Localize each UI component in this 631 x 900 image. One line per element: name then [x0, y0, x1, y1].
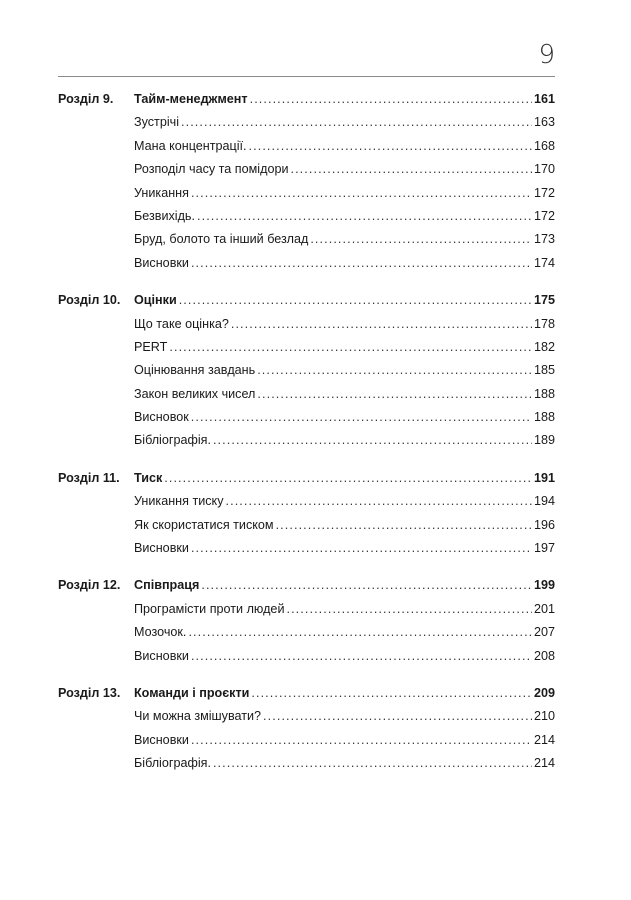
dot-leader	[213, 429, 532, 452]
section-row[interactable]	[58, 429, 555, 452]
section-page: 185	[533, 363, 555, 378]
section-title: Бібліографія.	[134, 433, 211, 448]
section-page: 196	[533, 517, 555, 532]
dot-leader	[191, 406, 532, 429]
dot-leader	[231, 313, 532, 336]
section-title: Оцінювання завдань	[134, 363, 256, 378]
section-page: 172	[533, 208, 555, 223]
dot-leader	[201, 574, 532, 597]
section-page: 188	[533, 386, 555, 401]
section-row[interactable]	[58, 752, 555, 775]
chapter-title: Оцінки	[134, 293, 177, 308]
section-title: Висновок	[134, 410, 189, 425]
section-page: 208	[533, 648, 555, 663]
chapter-page: 209	[533, 685, 555, 700]
chapter-11	[58, 467, 555, 561]
section-page: 214	[533, 732, 555, 747]
header-rule	[58, 76, 555, 77]
section-title: Закон великих чисел	[134, 386, 256, 401]
dot-leader	[251, 682, 532, 705]
section-title: Зустрічі	[134, 115, 179, 130]
section-row[interactable]	[58, 158, 555, 181]
dot-leader	[191, 252, 532, 275]
section-page: 170	[533, 162, 555, 177]
table-of-contents	[58, 88, 555, 790]
section-title: Безвихідь.	[134, 208, 195, 223]
section-page: 201	[533, 601, 555, 616]
section-page: 197	[533, 541, 555, 556]
chapter-page: 161	[533, 92, 555, 106]
section-title: Мозочок.	[134, 625, 187, 640]
section-title: Бруд, болото та інший безлад	[134, 232, 309, 247]
dot-leader	[191, 645, 532, 668]
chapter-title: Тайм-менеджмент	[134, 92, 248, 106]
section-row[interactable]	[58, 406, 555, 429]
dot-leader	[286, 598, 532, 621]
section-title: Висновки	[134, 541, 189, 556]
section-title: Висновки	[134, 732, 189, 747]
chapter-title: Тиск	[134, 470, 163, 485]
dot-leader	[164, 467, 532, 490]
dot-leader	[169, 336, 532, 359]
section-page: 178	[533, 316, 555, 331]
dot-leader	[191, 182, 532, 205]
chapter-label: Розділ 13.	[58, 685, 121, 700]
chapter-heading-row[interactable]	[58, 467, 555, 490]
section-row[interactable]	[58, 705, 555, 728]
dot-leader	[188, 621, 532, 644]
page-number: 9	[538, 40, 555, 70]
section-row[interactable]	[58, 336, 555, 359]
chapter-heading-row[interactable]	[58, 289, 555, 312]
section-page: 174	[533, 255, 555, 270]
section-title: Висновки	[134, 255, 189, 270]
chapter-heading-row[interactable]	[58, 682, 555, 705]
section-page: 188	[533, 410, 555, 425]
dot-leader	[191, 729, 532, 752]
chapter-heading-row[interactable]	[58, 574, 555, 597]
section-page: 173	[533, 232, 555, 247]
dot-leader	[181, 111, 532, 134]
section-title: Чи можна змішувати?	[134, 709, 262, 724]
chapter-title: Співпраця	[134, 578, 200, 593]
section-title: Висновки	[134, 648, 189, 663]
dot-leader	[310, 228, 532, 251]
chapter-10	[58, 289, 555, 453]
section-row[interactable]	[58, 621, 555, 644]
section-title: PERT	[134, 339, 168, 354]
dot-leader	[197, 205, 532, 228]
dot-leader	[191, 537, 532, 560]
section-row[interactable]	[58, 111, 555, 134]
dot-leader	[213, 752, 532, 775]
dot-leader	[290, 158, 532, 181]
chapter-page: 199	[533, 578, 555, 593]
chapter-page: 191	[533, 470, 555, 485]
dot-leader	[249, 135, 532, 158]
dot-leader	[179, 289, 532, 312]
section-page: 182	[533, 339, 555, 354]
section-title: Уникання	[134, 185, 189, 200]
section-title: Бібліографія.	[134, 756, 211, 771]
section-row[interactable]	[58, 135, 555, 158]
chapter-12	[58, 574, 555, 668]
section-title: Розподіл часу та помідори	[134, 162, 289, 177]
chapter-page: 175	[533, 293, 555, 308]
section-row[interactable]	[58, 514, 555, 537]
dot-leader	[263, 705, 532, 728]
dot-leader	[257, 383, 532, 406]
section-row[interactable]	[58, 182, 555, 205]
section-page: 214	[533, 756, 555, 771]
section-row[interactable]	[58, 729, 555, 752]
chapter-label: Розділ 11.	[58, 470, 120, 485]
dot-leader	[250, 88, 532, 111]
section-row[interactable]	[58, 598, 555, 621]
section-page: 189	[533, 433, 555, 448]
section-row[interactable]	[58, 228, 555, 251]
section-row[interactable]	[58, 252, 555, 275]
chapter-label: Розділ 9.	[58, 92, 114, 106]
chapter-label: Розділ 10.	[58, 293, 121, 308]
section-row[interactable]	[58, 313, 555, 336]
chapter-title: Команди і проєкти	[134, 685, 250, 700]
section-title: Мана концентрації.	[134, 138, 247, 153]
section-title: Як скористатися тиском	[134, 517, 274, 532]
dot-leader	[257, 359, 532, 382]
section-title: Програмісти проти людей	[134, 601, 285, 616]
section-row[interactable]	[58, 490, 555, 513]
chapter-heading-row[interactable]	[58, 88, 555, 111]
section-row[interactable]	[58, 537, 555, 560]
section-title: Уникання тиску	[134, 494, 224, 509]
section-page: 172	[533, 185, 555, 200]
section-row[interactable]	[58, 383, 555, 406]
section-row[interactable]	[58, 205, 555, 228]
section-row[interactable]	[58, 359, 555, 382]
section-page: 207	[533, 625, 555, 640]
chapter-9	[58, 88, 555, 275]
section-page: 168	[533, 138, 555, 153]
section-page: 194	[533, 494, 555, 509]
section-title: Що таке оцінка?	[134, 316, 229, 331]
chapter-13	[58, 682, 555, 776]
section-page: 210	[533, 709, 555, 724]
dot-leader	[226, 490, 532, 513]
chapter-label: Розділ 12.	[58, 578, 121, 593]
section-page: 163	[533, 115, 555, 130]
section-row[interactable]	[58, 645, 555, 668]
dot-leader	[276, 514, 532, 537]
